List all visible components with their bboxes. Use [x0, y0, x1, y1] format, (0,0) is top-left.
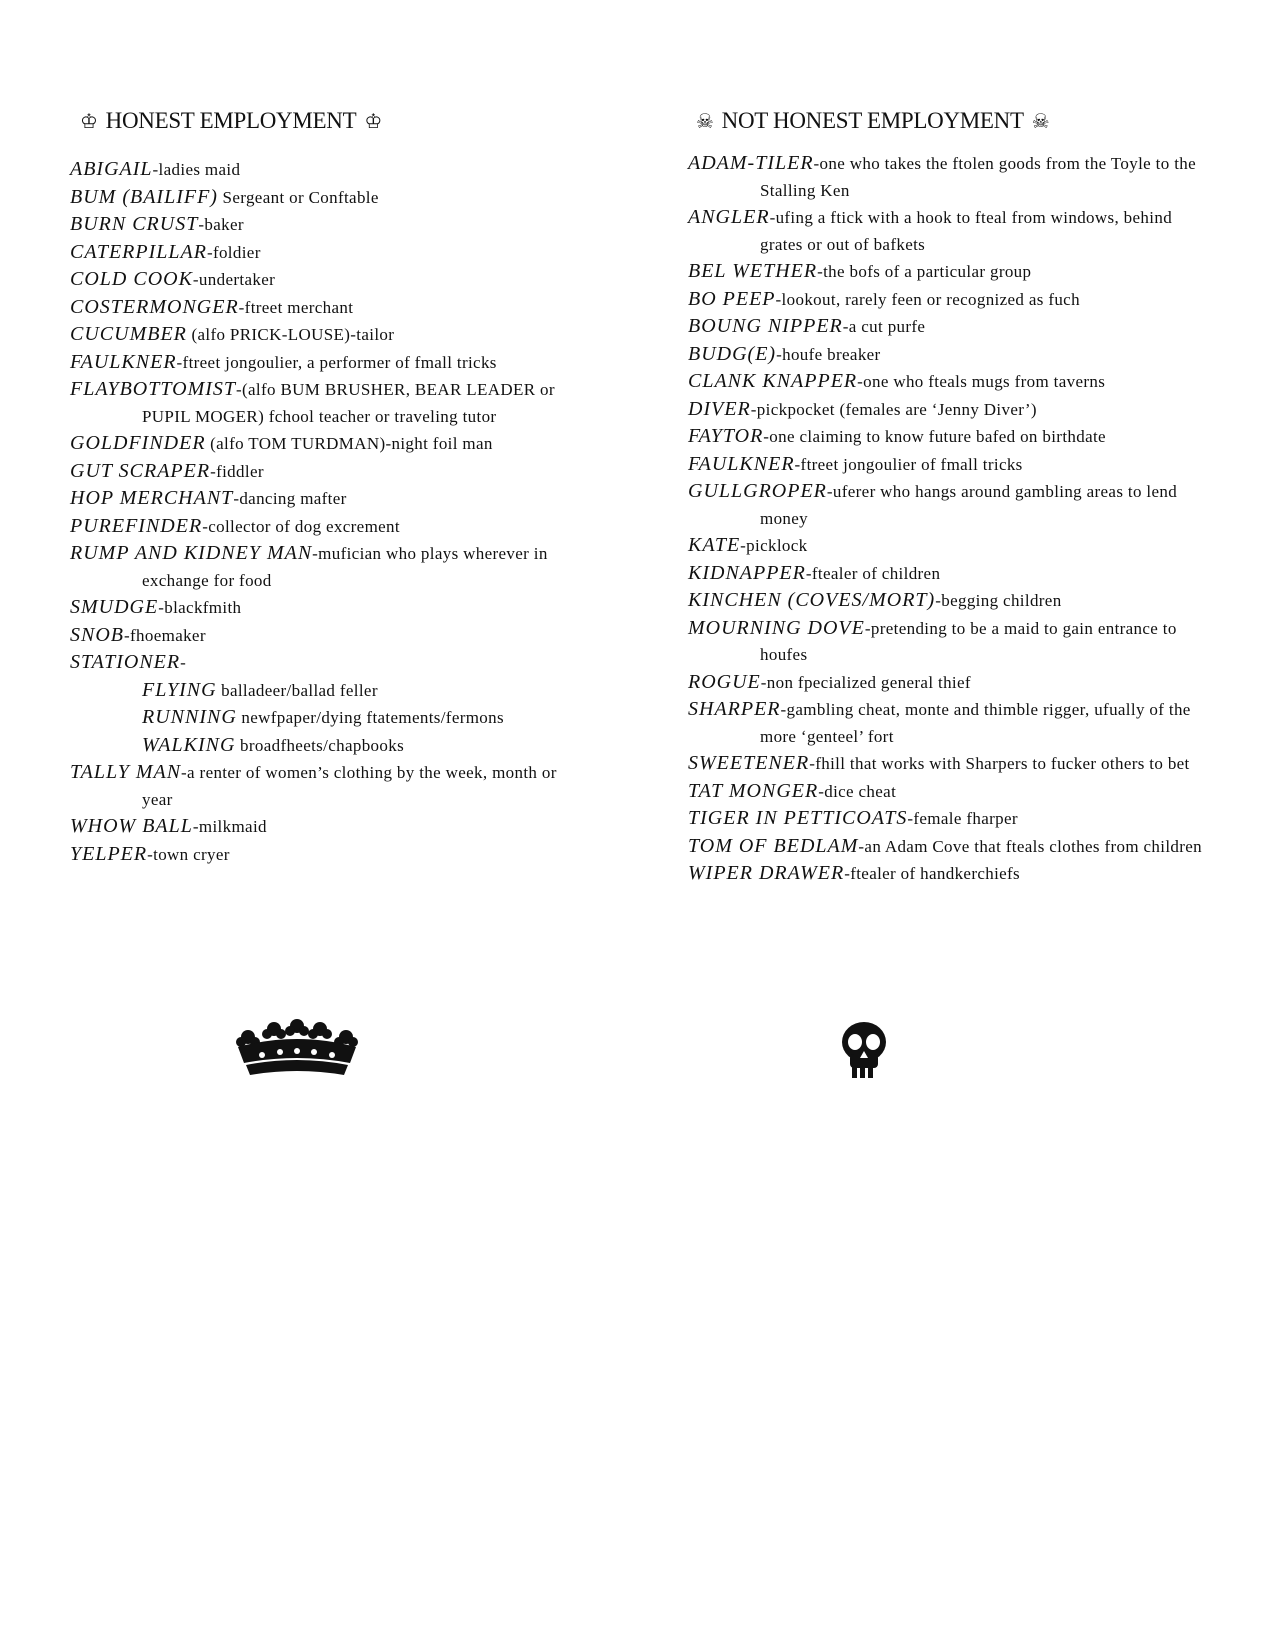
entry-term: CATERPILLAR — [70, 240, 207, 263]
skull-icon: ☠ — [1031, 110, 1050, 133]
entry-definition: -a cut purfe — [842, 317, 926, 336]
entry-definition: -fhill that works with Sharpers to fucker others to bet — [809, 754, 1190, 773]
subentry-term: WALKING — [142, 733, 236, 756]
entry-definition: -ftealer of children — [805, 563, 941, 583]
entry-term: GOLDFINDER — [70, 432, 206, 454]
entry-definition: -fiddler — [210, 461, 264, 481]
crown-icon: ♔ — [364, 110, 382, 133]
entry-term: GULLGROPER — [688, 480, 827, 502]
entry-definition: -fhoemaker — [124, 625, 206, 645]
subentry-definition: balladeer/ballad feller — [216, 680, 378, 700]
entry-definition: -ftreet merchant — [238, 297, 354, 317]
glossary-entry — [688, 560, 1208, 588]
glossary-entry — [70, 622, 570, 650]
entry-term: DIVER — [688, 397, 751, 420]
entry-term: KIDNAPPER — [688, 561, 806, 584]
glossary-entry — [70, 376, 570, 430]
entry-term: HOP MERCHANT — [70, 487, 234, 509]
entry-definition: -non fpecialized general thief — [760, 672, 971, 692]
glossary-entry — [688, 150, 1208, 204]
entry-term: ABIGAIL — [70, 158, 153, 180]
entry-term: COSTERMONGER — [70, 295, 239, 318]
entry-term: BUM (BAILIFF) — [70, 185, 218, 208]
glossary-entry — [70, 321, 570, 349]
entry-definition: -ftealer of handkerchiefs — [844, 864, 1021, 883]
entry-term: ROGUE — [688, 670, 761, 693]
glossary-entry — [688, 204, 1208, 258]
glossary-entry — [70, 156, 570, 184]
glossary-entry — [688, 615, 1208, 669]
entry-term: SNOB — [70, 623, 124, 646]
glossary-entry — [70, 184, 570, 212]
entry-definition: -uferer who hangs around gambling areas to lend money — [760, 482, 1178, 528]
glossary-entry — [70, 239, 570, 267]
glossary-entry — [70, 513, 570, 541]
entry-definition: -gambling cheat, monte and thimble rigger, ufually of the more ‘genteel’ fort — [760, 700, 1191, 746]
entry-term: PUREFINDER — [70, 514, 203, 537]
not-honest-heading-text: NOT HONEST EMPLOYMENT — [721, 108, 1024, 133]
glossary-entry — [688, 860, 1208, 888]
entry-definition: -one claiming to know future bafed on birthdate — [763, 427, 1106, 446]
crown-ornament — [232, 1017, 362, 1081]
glossary-entry — [688, 313, 1208, 341]
glossary-entry — [70, 294, 570, 322]
entry-definition: (alfo PRICK-LOUSE)-tailor — [186, 325, 395, 344]
entry-term: SMUDGE — [70, 596, 159, 618]
entry-term: BEL WETHER — [688, 260, 818, 282]
glossary-entry — [70, 485, 570, 513]
entry-definition: -ladies maid — [152, 160, 241, 179]
glossary-entry — [688, 833, 1208, 861]
entry-definition: -one who takes the ftolen goods from the Toyle to the Stalling Ken — [760, 154, 1197, 200]
entry-definition: -female fharper — [907, 809, 1018, 828]
subentry-definition: newfpaper/dying ftatements/fermons — [236, 708, 504, 727]
entry-definition: -collector of dog excrement — [202, 516, 400, 536]
subentry-term: RUNNING — [142, 706, 237, 728]
subentry-term: FLYING — [142, 678, 217, 701]
glossary-entry — [70, 211, 570, 239]
glossary-entry — [70, 266, 570, 294]
entry-definition: -town cryer — [147, 844, 230, 864]
glossary-entry — [688, 423, 1208, 451]
entry-term: RUMP AND KIDNEY MAN — [70, 542, 313, 564]
entry-definition: -ufing a ftick with a hook to fteal from windows, behind grates or out of bafkets — [760, 208, 1173, 254]
glossary-entry — [688, 451, 1208, 479]
honest-employment-column — [70, 108, 570, 868]
glossary-entry — [688, 805, 1208, 833]
glossary-entry — [688, 368, 1208, 396]
entry-definition: -baker — [198, 215, 244, 234]
glossary-entry — [688, 396, 1208, 424]
glossary-entry — [70, 540, 570, 594]
entry-term: TAT MONGER — [688, 779, 819, 802]
glossary-entry — [70, 649, 570, 677]
not-honest-entries — [688, 150, 1208, 888]
entry-term: FAULKNER — [70, 350, 177, 373]
glossary-entry — [70, 458, 570, 486]
entry-definition: - — [180, 653, 187, 672]
entry-term: FAULKNER — [688, 452, 795, 475]
entry-definition: -pickpocket (females are ‘Jenny Diver’) — [750, 399, 1037, 419]
glossary-entry — [688, 286, 1208, 314]
entry-definition: -dancing mafter — [233, 489, 347, 508]
honest-heading-text: HONEST EMPLOYMENT — [105, 108, 357, 133]
honest-heading — [72, 108, 570, 134]
entry-definition: -blackfmith — [158, 598, 242, 617]
entry-term: ANGLER — [688, 206, 770, 228]
glossary-subentry — [70, 677, 570, 705]
entry-term: CLANK KNAPPER — [688, 370, 858, 392]
entry-definition: -picklock — [740, 536, 808, 555]
skull-icon: ☠ — [696, 110, 714, 133]
entry-definition: -foldier — [206, 242, 261, 262]
entry-definition: -begging children — [935, 591, 1062, 610]
entry-definition: -lookout, rarely feen or recognized as fuch — [775, 289, 1080, 309]
entry-term: TOM OF BEDLAM — [688, 834, 859, 857]
entry-term: MOURNING DOVE — [688, 616, 865, 639]
entry-definition: -the bofs of a particular group — [817, 262, 1032, 281]
glossary-entry — [688, 532, 1208, 560]
skull-ornament — [836, 1020, 892, 1080]
entry-term: TALLY MAN — [70, 761, 182, 783]
entry-term: STATIONER — [70, 651, 181, 673]
entry-term: CUCUMBER — [70, 323, 187, 345]
entry-definition: -undertaker — [192, 270, 276, 289]
entry-term: SHARPER — [688, 698, 781, 720]
entry-term: SWEETENER — [688, 752, 810, 774]
entry-term: WHOW BALL — [70, 815, 193, 837]
glossary-entry — [70, 813, 570, 841]
entry-definition: Sergeant or Conftable — [217, 187, 379, 207]
entry-term: WIPER DRAWER — [688, 862, 845, 884]
glossary-entry — [688, 750, 1208, 778]
entry-definition: -dice cheat — [818, 781, 897, 801]
entry-definition: -a renter of women’s clothing by the week, month or year — [142, 763, 557, 809]
honest-entries — [70, 156, 570, 868]
entry-term: FLAYBOTTOMIST — [70, 378, 237, 400]
entry-term: TIGER IN PETTICOATS — [688, 807, 908, 829]
glossary-entry — [688, 258, 1208, 286]
entry-definition: -milkmaid — [192, 817, 267, 836]
not-honest-employment-column — [688, 108, 1208, 888]
glossary-entry — [688, 669, 1208, 697]
entry-term: BOUNG NIPPER — [688, 315, 843, 337]
entry-term: GUT SCRAPER — [70, 459, 211, 482]
entry-definition: -ftreet jongoulier, a performer of fmall tricks — [176, 352, 497, 372]
glossary-entry — [70, 349, 570, 377]
glossary-entry — [688, 778, 1208, 806]
entry-definition: -mufician who plays wherever in exchange for food — [142, 544, 548, 590]
entry-term: BUDG(E) — [688, 342, 777, 365]
entry-term: COLD COOK — [70, 268, 193, 290]
entry-definition: -an Adam Cove that fteals clothes from children — [858, 836, 1203, 856]
entry-definition: -ftreet jongoulier of fmall tricks — [794, 454, 1023, 474]
subentry-definition: broadfheets/chapbooks — [235, 735, 405, 755]
entry-term: YELPER — [70, 842, 148, 865]
entry-definition: -one who fteals mugs from taverns — [857, 372, 1106, 391]
glossary-entry — [688, 587, 1208, 615]
not-honest-heading — [688, 108, 1208, 134]
glossary-subentry — [70, 732, 570, 760]
glossary-entry — [70, 759, 570, 813]
entry-definition: (alfo TOM TURDMAN)-night foil man — [205, 434, 493, 453]
entry-term: FAYTOR — [688, 425, 764, 447]
entry-term: BO PEEP — [688, 287, 776, 310]
entry-term: KATE — [688, 534, 741, 556]
entry-definition: -(alfo BUM BRUSHER, BEAR LEADER or PUPIL MOGER) fchool teacher or traveling tutor — [142, 380, 555, 426]
glossary-subentry — [70, 704, 570, 732]
entry-definition: -houfe breaker — [776, 344, 881, 364]
entry-term: ADAM-TILER — [688, 152, 814, 174]
glossary-entry — [688, 341, 1208, 369]
glossary-entry — [688, 696, 1208, 750]
glossary-entry — [70, 594, 570, 622]
crown-icon: ♔ — [80, 110, 98, 133]
glossary-entry — [70, 430, 570, 458]
entry-definition: -pretending to be a maid to gain entrance to houfes — [760, 618, 1177, 664]
entry-term: BURN CRUST — [70, 213, 199, 235]
entry-term: KINCHEN (COVES/MORT) — [688, 589, 936, 611]
glossary-entry — [688, 478, 1208, 532]
glossary-entry — [70, 841, 570, 869]
